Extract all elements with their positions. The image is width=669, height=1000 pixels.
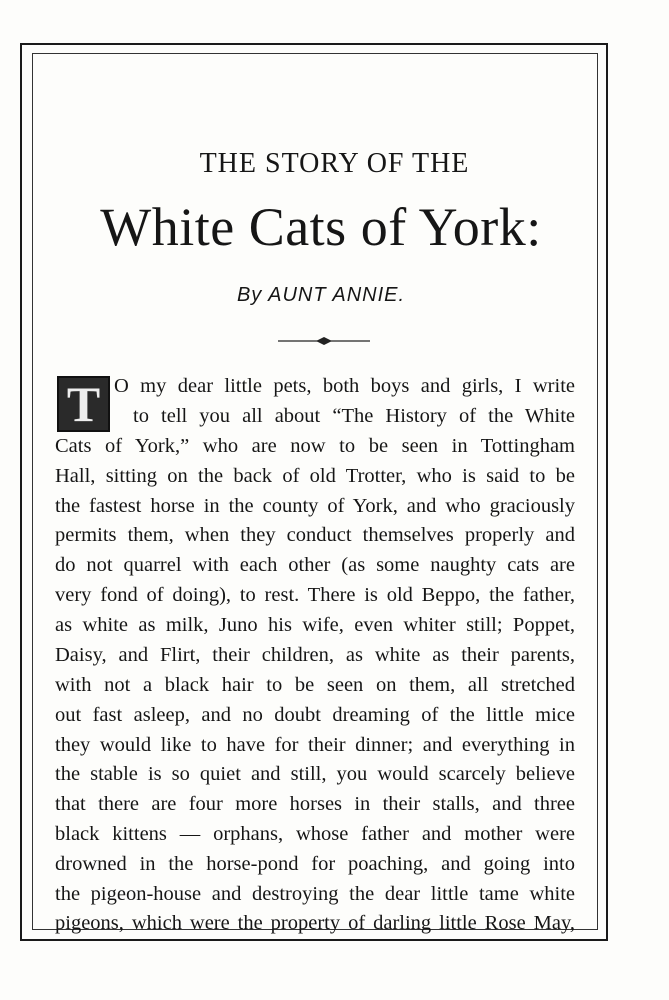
body-line: to tell you all about “The History of the White: [133, 405, 575, 427]
body-line: O my dear little pets, both boys and girls, I write: [114, 375, 575, 397]
body-line: Daisy, and Flirt, their children, as white as their parents,: [55, 644, 575, 666]
body-line: black kittens — orphans, whose father and mother were: [55, 823, 575, 845]
body-line: as white as milk, Juno his wife, even whiter still; Poppet,: [55, 614, 575, 636]
body-line: with not a black hair to be seen on them, all stretched: [55, 674, 575, 696]
body-line: Hall, sitting on the back of old Trotter, who is said to be: [55, 465, 575, 487]
body-line: the fastest horse in the county of York, and who graciously: [55, 495, 575, 517]
ornament-divider: [276, 336, 372, 346]
body-line: that there are four more horses in their stalls, and three: [55, 793, 575, 815]
body-line: permits them, when they conduct themselves properly and: [55, 524, 575, 546]
title-upper: THE STORY OF THE: [199, 148, 470, 179]
title-main: White Cats of York:: [100, 197, 542, 257]
body-line: pigeons, which were the property of darling little Rose May,: [55, 912, 575, 934]
body-line: very fond of doing), to rest. There is old Beppo, the father,: [55, 584, 575, 606]
body-line: do not quarrel with each other (as some naughty cats are: [55, 554, 575, 576]
body-line: the stable is so quiet and still, you would scarcely believe: [55, 763, 575, 785]
body-line: Cats of York,” who are now to be seen in Tottingham: [55, 435, 575, 457]
body-line: they would like to have for their dinner; and everything in: [55, 734, 575, 756]
body-line: the pigeon-house and destroying the dear little tame white: [55, 883, 575, 905]
byline: By AUNT ANNIE.: [236, 284, 406, 306]
drop-cap-letter: T: [66, 376, 101, 432]
body-line: drowned in the horse-pond for poaching, and going into: [55, 853, 575, 875]
body-line: out fast asleep, and no doubt dreaming of the little mice: [55, 704, 575, 726]
drop-cap: [57, 376, 110, 432]
